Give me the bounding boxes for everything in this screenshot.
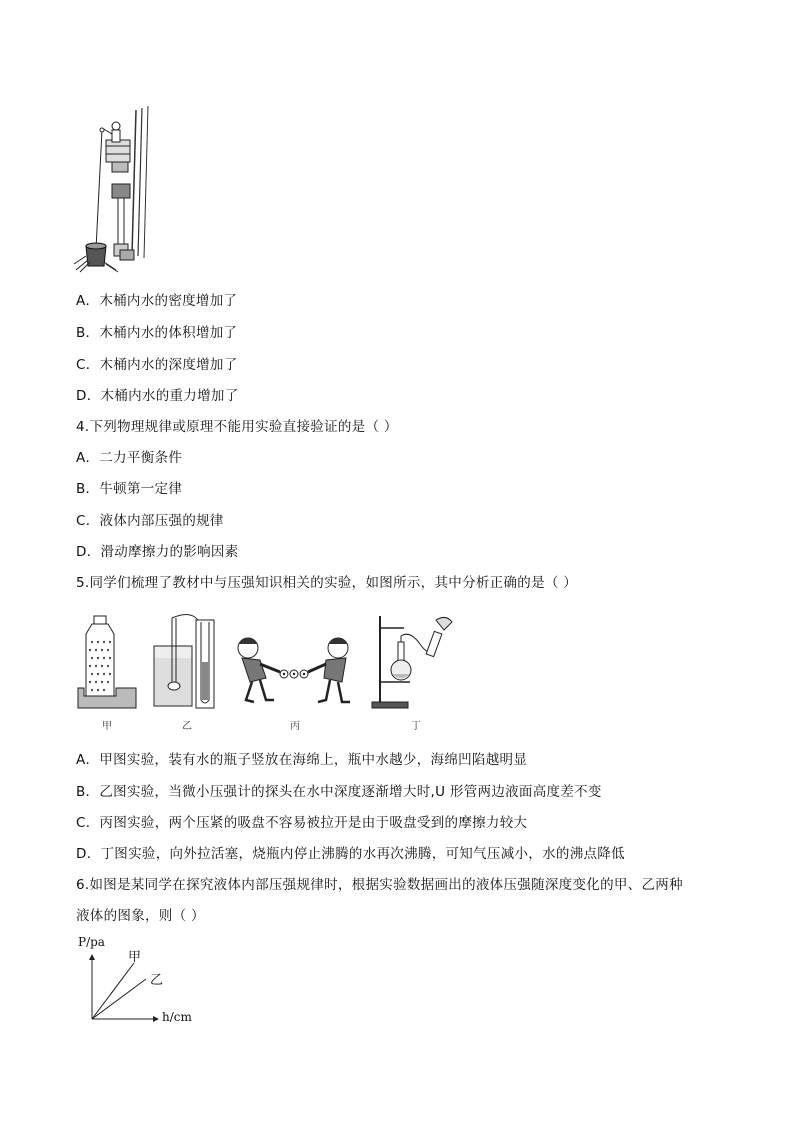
option-d: D．木桶内水的重力增加了 — [76, 388, 239, 404]
option-b: B．木桶内水的体积增加了 — [76, 325, 238, 341]
option-a: A．木桶内水的密度增加了 — [76, 293, 238, 309]
option-d: D．丁图实验，向外拉活塞，烧瓶内停止沸腾的水再次沸腾，可知气压减小，水的沸点降低 — [76, 846, 625, 862]
y-axis-label: P/pa — [78, 935, 105, 949]
question-4-stem: 4.下列物理规律或原理不能用实验直接验证的是（ ） — [76, 419, 398, 435]
figure-caption-yi: 乙 — [182, 721, 192, 732]
question-5-stem: 5.同学们梳理了教材中与压强知识相关的实验，如图所示，其中分析正确的是（ ） — [76, 575, 578, 591]
line-jia — [92, 963, 134, 1019]
boiling-flask-figure — [370, 612, 460, 712]
figure-caption-bing: 丙 — [290, 721, 300, 732]
pressure-gauge-figure — [150, 612, 220, 712]
option-c: C．丙图实验，两个压紧的吸盘不容易被拉开是由于吸盘受到的摩擦力较大 — [76, 815, 528, 831]
question-6-stem: 6.如图是某同学在探究液体内部压强规律时，根据实验数据画出的液体压强随深度变化的甲、乙两种 — [76, 877, 683, 893]
figure-caption-ding: 丁 — [411, 721, 421, 732]
line-yi — [92, 979, 146, 1019]
bottle-on-sponge-figure — [76, 612, 140, 712]
question-6-stem-continued: 液体的图象，则（ ） — [76, 908, 205, 924]
pressure-depth-graph — [76, 935, 206, 1030]
figure-caption-jia: 甲 — [102, 721, 112, 732]
suction-cup-pulling-figure — [230, 630, 360, 714]
option-c: C．液体内部压强的规律 — [76, 513, 224, 529]
option-b: B．牛顿第一定律 — [76, 481, 183, 497]
option-a: A．二力平衡条件 — [76, 450, 183, 466]
option-d: D．滑动摩擦力的影响因素 — [76, 544, 239, 560]
line-label-jia: 甲 — [128, 950, 142, 965]
option-c: C．木桶内水的深度增加了 — [76, 357, 238, 373]
option-a: A．甲图实验，装有水的瓶子竖放在海绵上，瓶中水越少，海绵凹陷越明显 — [76, 752, 528, 768]
barrel-experiment-figure — [72, 104, 154, 274]
line-label-yi: 乙 — [150, 973, 164, 988]
option-b: B．乙图实验，当微小压强计的探头在水中深度逐渐增大时,U 形管两边液面高度差不变 — [76, 784, 602, 800]
x-axis-label: h/cm — [162, 1010, 192, 1024]
